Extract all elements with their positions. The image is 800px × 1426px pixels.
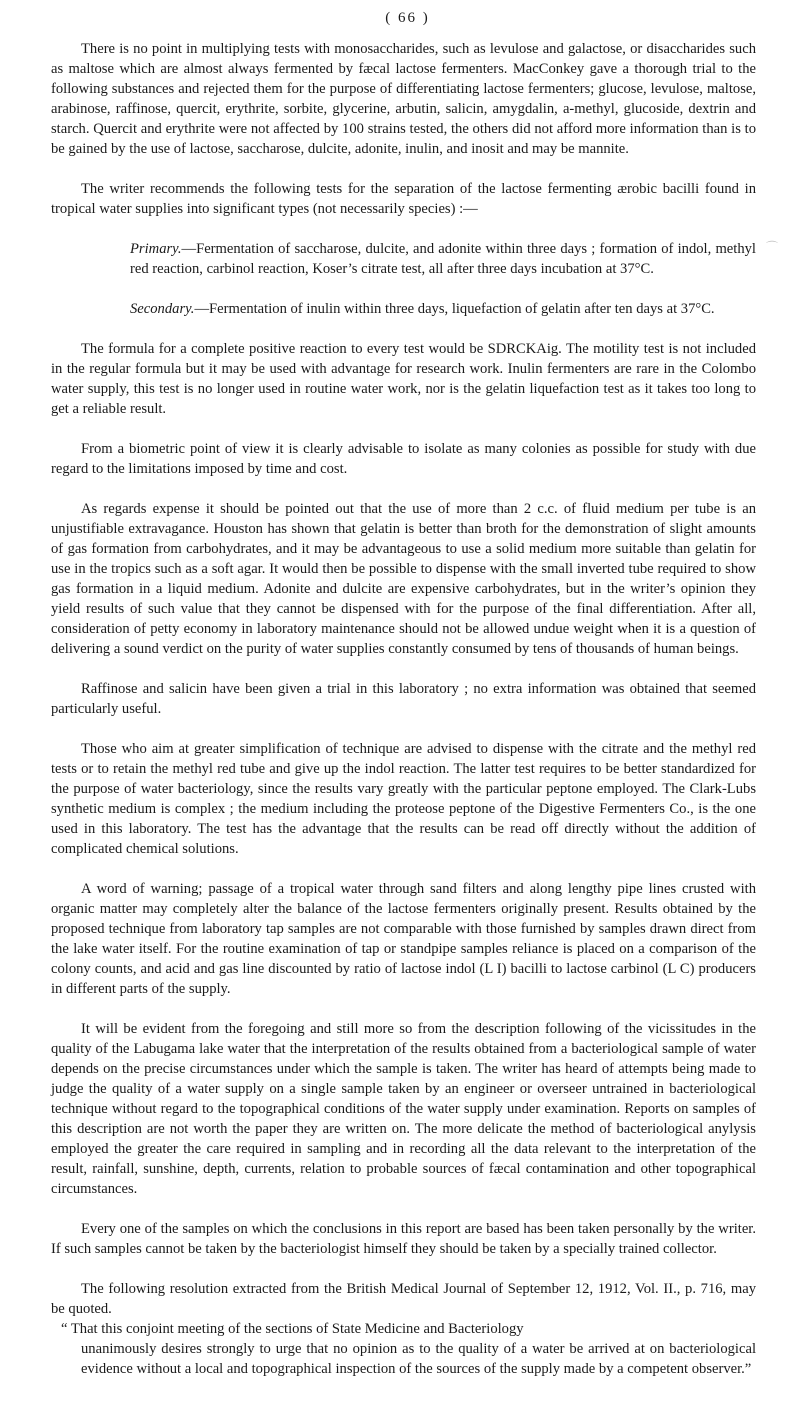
paragraph-biometric: From a biometric point of view it is clearly advisable to isolate as many colonies as possible for study with due regard to the limitations imposed by time and cost. (51, 441, 756, 477)
paragraph-monosaccharides: There is no point in multiplying tests with monosaccharides, such as levulose and galactose, or disaccharides such as maltose which are almost always fermented by fæcal lactose fermenters. MacConkey gave a thorough trial to the following substances and rejected them for the purpose of differentiating lactose fermenters; glucose, levulose, maltose, arabinose, raffinose, quercit, erythrite, sorbite, glycerine, arbutin, salicin, amygdalin, a-methyl, glucoside, dextrin and starch. Quercit and erythrite were not affected by 100 strains tested, the others did not afford more information than is to be gained by the use of lactose, saccharose, dulcite, adonite, inulin, and inosit and may be mannite. (51, 41, 756, 157)
primary-text: —Fermentation of saccharose, dulcite, and adonite within three days ; formation of indol, methyl red reaction, carbinol reaction, Koser’s citrate test, all after three days incubation at 37°C. (130, 241, 756, 277)
paragraph-expense: As regards expense it should be pointed out that the use of more than 2 c.c. of fluid medium per tube is an unjustifiable extravagance. Houston has shown that gelatin is better than broth for the demonstration of slight amounts of gas formation from carbohydrates, and it may be advantageous to use a solid medium more suitable than gelatin for use in the tropics such as a soft agar. It would then be possible to dispense with the small inverted tube required to show gas formation in a liquid medium. Adonite and dulcite are expensive carbohydrates, but in the writer’s opinion they yield results of such value that they cannot be dispensed with for the purpose of the final differentiation. After all, consideration of petty economy in laboratory maintenance should not be allowed undue weight when it is a question of delivering a sound verdict on the purity of water supplies constantly consumed by tens of thousands of human beings. (51, 501, 756, 657)
primary-label: Primary. (130, 241, 182, 257)
paragraph-raffinose: Raffinose and salicin have been given a trial in this laboratory ; no extra information was obtained that seemed particularly useful. (51, 681, 756, 717)
secondary-label: Secondary. (130, 301, 195, 317)
paragraph-secondary-tests (130, 299, 756, 319)
quote-opening-line: “ That this conjoint meeting of the sections of State Medicine and Bacteriology (61, 1321, 524, 1337)
paragraph-vicissitudes: It will be evident from the foregoing and still more so from the description following of the vicissitudes in the quality of the Labugama lake water that the interpretation of the results obtained from a bacteriological sample of water depends on the precise circumstances under which the sample is taken. The writer has heard of attempts being made to judge the quality of a water supply on a single sample taken by an engineer or overseer untrained in bacteriological technique without regard to the topographical conditions of the water supply under examination. Reports on samples of this description are not worth the paper they are written on. The more delicate the method of bacteriological anylysis employed the greater the care required in sampling and in recording all the data relevant to the interpretation of the result, rainfall, sunshine, depth, currents, relation to probable sources of fæcal contamination and other topographical circumstances. (51, 1021, 756, 1197)
paragraph-recommended-tests: The writer recommends the following tests for the separation of the lactose fermenting ærobic bacilli found in tropical water supplies into significant types (not necessarily species) :— (51, 181, 756, 217)
paragraph-warning: A word of warning; passage of a tropical water through sand filters and along lengthy pipe lines crusted with organic matter may completely alter the balance of the lactose fermenters originally present. Results obtained by the proposed technique from laboratory tap samples are not comparable with those furnished by samples drawn direct from the lake water itself. For the routine examination of tap or standpipe samples reliance is placed on a comparison of the colony counts, and acid and gas line discounted by ratio of lactose indol (L I) bacilli to lactose carbinol (L C) producers in different parts of the supply. (51, 881, 756, 997)
quote-body: unanimously desires strongly to urge that no opinion as to the quality of a water be arrived at on bacteriological evidence without a local and topographical inspection of the sources of the supply made by a competent observer.” (81, 1341, 756, 1377)
scan-mark-icon: ⌒ (766, 240, 779, 254)
secondary-text: —Fermentation of inulin within three days, liquefaction of gelatin after ten days at 37°C. (194, 301, 715, 317)
paragraph-formula: The formula for a complete positive reaction to every test would be SDRCKAig. The motility test is not included in the regular formula but it may be used with advantage for research work. Inulin fermenters are rare in the Colombo water supply, this test is no longer used in routine water work, nor is the gelatin liquefaction test as it takes too long to get a reliable result. (51, 341, 756, 417)
page-number: ( 66 ) (385, 10, 430, 26)
paragraph-resolution: The following resolution extracted from the British Medical Journal of September 12, 1912, Vol. II., p. 716, may be quoted. (51, 1281, 756, 1317)
paragraph-primary-tests (130, 239, 756, 279)
paragraph-samples: Every one of the samples on which the conclusions in this report are based has been taken personally by the writer. If such samples cannot be taken by the bacteriologist himself they should be taken by a specially trained collector. (51, 1221, 756, 1257)
paragraph-simplification: Those who aim at greater simplification of technique are advised to dispense with the citrate and the methyl red tests or to retain the methyl red tube and give up the indol reaction. The latter test requires to be better standardized for the purpose of water bacteriology, since the results vary greatly with the particular peptone employed. The Clark-Lubs synthetic medium is complex ; the medium including the proteose peptone of the Digestive Fermenters Co., is the one used in this laboratory. The test has the advantage that the results can be read off directly without the addition of complicated chemical solutions. (51, 741, 756, 857)
